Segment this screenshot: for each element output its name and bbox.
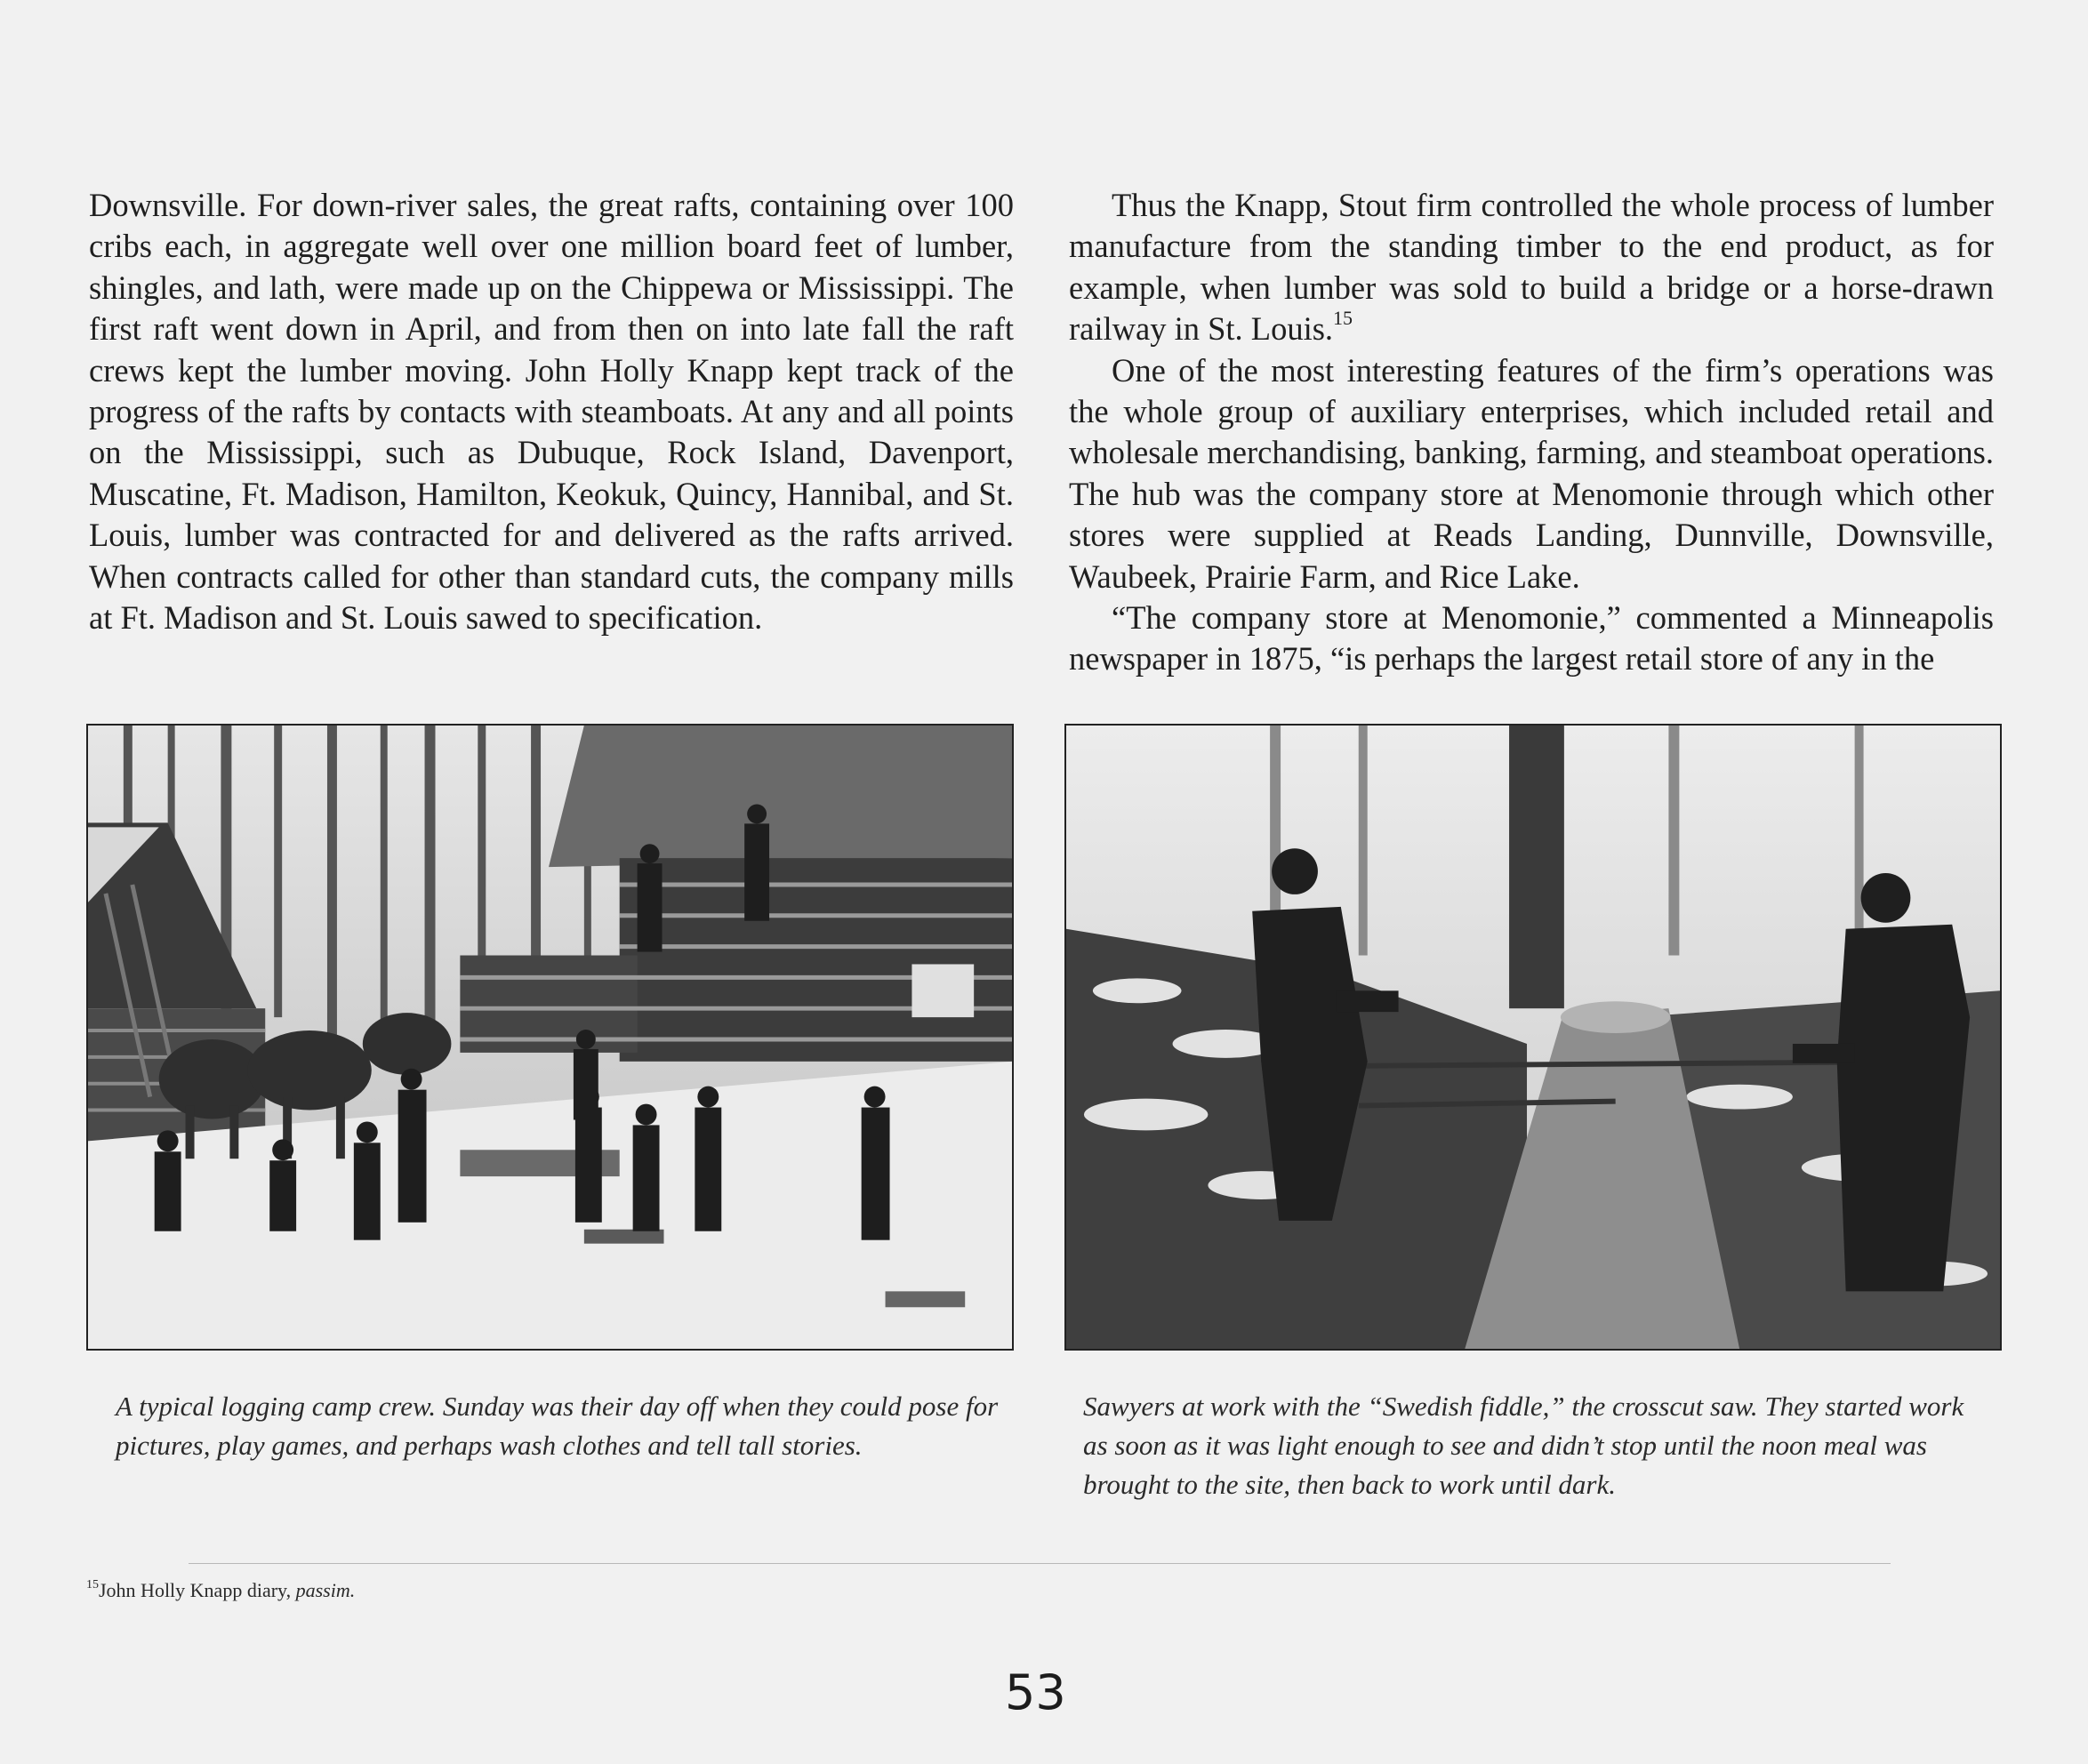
footnote-text: John Holly Knapp diary, [99,1579,296,1601]
right-photo-caption: Sawyers at work with the “Swedish fiddle,” the crosscut saw. They started work as soon as it was light enough to see and didn’t stop until the noon meal was brought to the site, then back to work until dark. [1083,1391,1964,1500]
sawyers-illustration [1066,726,2000,1349]
left-paragraph-1: Downsville. For down-river sales, the great rafts, containing over 100 cribs each, in aggregate well over one million board feet of lumber, shingles, and lath, were made up on the Chippewa or Mississippi. The first raft went down in April, and from then on into late fall the raft crews kept the lumber moving. John Holly Knapp kept track of the progress of the rafts by contacts with steamboats. At any and all points on the Mississippi, such as Dubuque, Rock Island, Davenport, Muscatine, Ft. Madison, Hamilton, Keokuk, Quincy, Hannibal, and St. Louis, lumber was contracted for and delivered as the rafts arrived. When contracts called for other than standard cuts, the company mills at Ft. Madison and St. Louis sawed to specification. [89,187,1014,637]
left-photo-caption: A typical logging camp crew. Sunday was their day off when they could pose for pictures, play games, and perhaps wash clothes and tell tall stories. [116,1391,999,1461]
left-text-column [89,185,1014,638]
logging-camp-illustration [88,726,1012,1349]
right-text-column [1069,185,1994,680]
tall-tree-trunk [1509,726,1564,1008]
right-paragraph-1-text: Thus the Knapp, Stout firm controlled the whole process of lumber manufacture from the standing timber to the end product, as for example, when lumber was sold to build a bridge or a horse-drawn railway in St. Louis. [1069,187,1994,348]
sawyers-photo [1064,724,2002,1351]
logging-camp-photo [86,724,1014,1351]
footnote [86,1579,355,1602]
footnote-italic: passim. [295,1579,356,1601]
right-paragraph-1 [1069,185,1994,350]
footnote-divider [189,1563,1891,1564]
right-paragraph-3: “The company store at Menomonie,” commented a Minneapolis newspaper in 1875, “is perhaps the largest retail store of any in the [1069,599,1994,678]
footnote-reference: 15 [1333,307,1353,330]
footnote-number: 15 [86,1577,99,1592]
right-paragraph-2: One of the most interesting features of the firm’s operations was the whole group of auxiliary enterprises, which included retail and wholesale merchandising, banking, farming, and steamboat operations. The hub was the company store at Menomonie through which other stores were supplied at Reads Landing, Dunnville, Downsville, Waubeek, Prairie Farm, and Rice Lake. [1069,351,1994,595]
page-number: 53 [1005,1664,1066,1720]
